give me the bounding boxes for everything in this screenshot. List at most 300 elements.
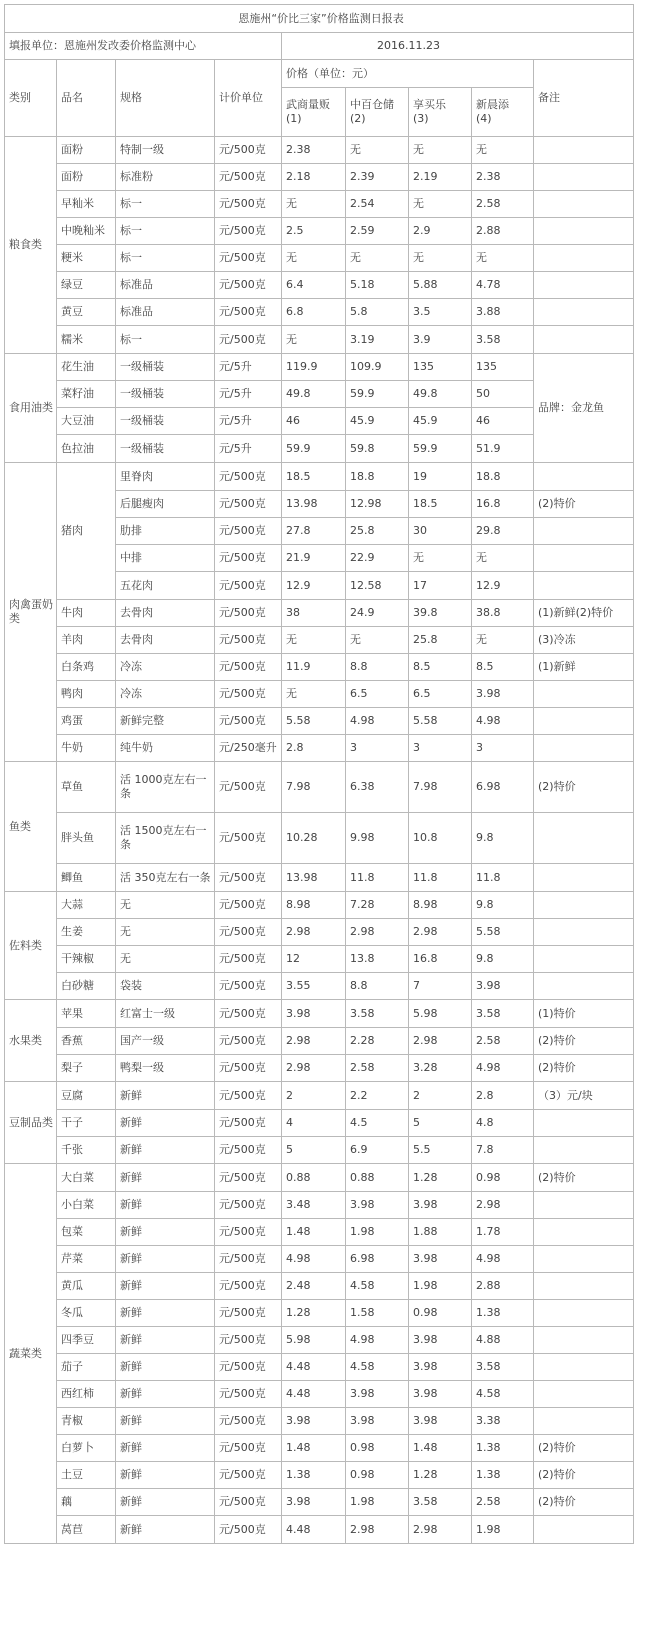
price-store-1: 59.9 bbox=[282, 435, 346, 463]
report-date: 2016.11.23 bbox=[282, 33, 634, 60]
table-row bbox=[5, 654, 634, 681]
product-spec: 国产一级 bbox=[116, 1028, 215, 1055]
product-spec: 标一 bbox=[116, 245, 215, 272]
product-name: 千张 bbox=[57, 1137, 116, 1164]
note-cell bbox=[534, 946, 634, 973]
note-cell bbox=[534, 1273, 634, 1300]
price-unit: 元/500克 bbox=[215, 1219, 282, 1246]
product-spec: 新鲜 bbox=[116, 1273, 215, 1300]
price-unit: 元/500克 bbox=[215, 1300, 282, 1327]
product-spec: 冷冻 bbox=[116, 654, 215, 681]
price-unit: 元/500克 bbox=[215, 1435, 282, 1462]
price-store-4: 51.9 bbox=[472, 435, 534, 463]
product-spec: 新鲜 bbox=[116, 1408, 215, 1435]
product-name: 花生油 bbox=[57, 354, 116, 381]
price-store-2: 0.88 bbox=[346, 1164, 409, 1192]
price-store-1: 2.5 bbox=[282, 218, 346, 245]
price-unit: 元/500克 bbox=[215, 245, 282, 272]
price-store-4: 无 bbox=[472, 627, 534, 654]
price-store-2: 2.28 bbox=[346, 1028, 409, 1055]
price-store-2: 3.58 bbox=[346, 1000, 409, 1028]
price-store-4: 1.78 bbox=[472, 1219, 534, 1246]
note-cell bbox=[534, 973, 634, 1000]
price-store-3: 30 bbox=[409, 518, 472, 545]
note-cell bbox=[534, 218, 634, 245]
price-store-3: 3.28 bbox=[409, 1055, 472, 1082]
price-store-1: 3.98 bbox=[282, 1489, 346, 1516]
note-cell: (2)特价 bbox=[534, 1055, 634, 1082]
price-unit: 元/500克 bbox=[215, 463, 282, 491]
product-name: 土豆 bbox=[57, 1462, 116, 1489]
price-store-2: 7.28 bbox=[346, 892, 409, 919]
note-cell bbox=[534, 572, 634, 600]
note-cell bbox=[534, 1110, 634, 1137]
product-spec: 五花肉 bbox=[116, 572, 215, 600]
table-row bbox=[5, 681, 634, 708]
price-unit: 元/500克 bbox=[215, 1028, 282, 1055]
product-name: 白萝卜 bbox=[57, 1435, 116, 1462]
table-row bbox=[5, 1082, 634, 1110]
table-row bbox=[5, 245, 634, 272]
header-name: 品名 bbox=[57, 60, 116, 137]
price-store-1: 27.8 bbox=[282, 518, 346, 545]
product-spec: 新鲜 bbox=[116, 1381, 215, 1408]
price-unit: 元/500克 bbox=[215, 1408, 282, 1435]
price-store-4: 2.98 bbox=[472, 1192, 534, 1219]
product-spec: 标一 bbox=[116, 326, 215, 354]
price-store-1: 10.28 bbox=[282, 813, 346, 864]
table-row bbox=[5, 1462, 634, 1489]
price-store-2: 2.59 bbox=[346, 218, 409, 245]
note-cell bbox=[534, 919, 634, 946]
price-store-2: 2.58 bbox=[346, 1055, 409, 1082]
product-spec: 新鲜 bbox=[116, 1164, 215, 1192]
price-store-2: 8.8 bbox=[346, 654, 409, 681]
price-store-2: 4.58 bbox=[346, 1354, 409, 1381]
note-cell bbox=[534, 735, 634, 762]
price-store-4: 2.58 bbox=[472, 1028, 534, 1055]
note-cell: (2)特价 bbox=[534, 1028, 634, 1055]
price-store-2: 0.98 bbox=[346, 1462, 409, 1489]
header-store-4 bbox=[472, 88, 534, 137]
product-spec: 无 bbox=[116, 919, 215, 946]
table-row bbox=[5, 892, 634, 919]
product-name: 青椒 bbox=[57, 1408, 116, 1435]
note-cell bbox=[534, 813, 634, 864]
price-unit: 元/500克 bbox=[215, 491, 282, 518]
price-store-4: 无 bbox=[472, 137, 534, 164]
price-store-4: 46 bbox=[472, 408, 534, 435]
table-row bbox=[5, 137, 634, 164]
price-store-1: 4.48 bbox=[282, 1354, 346, 1381]
product-name: 绿豆 bbox=[57, 272, 116, 299]
price-store-2: 4.98 bbox=[346, 1327, 409, 1354]
product-name: 干子 bbox=[57, 1110, 116, 1137]
product-spec: 鸭梨一级 bbox=[116, 1055, 215, 1082]
price-store-4: 1.98 bbox=[472, 1516, 534, 1544]
price-store-4: 135 bbox=[472, 354, 534, 381]
note-cell bbox=[534, 463, 634, 491]
table-row bbox=[5, 600, 634, 627]
note-cell bbox=[534, 272, 634, 299]
product-name: 牛奶 bbox=[57, 735, 116, 762]
price-store-4: 2.58 bbox=[472, 1489, 534, 1516]
product-spec: 无 bbox=[116, 892, 215, 919]
price-store-2: 1.98 bbox=[346, 1489, 409, 1516]
price-store-1: 11.9 bbox=[282, 654, 346, 681]
price-store-1: 0.88 bbox=[282, 1164, 346, 1192]
price-unit: 元/500克 bbox=[215, 1000, 282, 1028]
price-store-3: 5.88 bbox=[409, 272, 472, 299]
price-store-4: 1.38 bbox=[472, 1300, 534, 1327]
price-unit: 元/500克 bbox=[215, 191, 282, 218]
note-cell bbox=[534, 708, 634, 735]
price-store-2: 25.8 bbox=[346, 518, 409, 545]
product-spec: 新鲜 bbox=[116, 1192, 215, 1219]
price-store-1: 无 bbox=[282, 326, 346, 354]
note-cell bbox=[534, 1246, 634, 1273]
product-spec: 新鲜 bbox=[116, 1516, 215, 1544]
category-cell: 水果类 bbox=[5, 1000, 57, 1082]
price-unit: 元/500克 bbox=[215, 299, 282, 326]
product-name: 白砂糖 bbox=[57, 973, 116, 1000]
note-cell bbox=[534, 1219, 634, 1246]
header-price-group: 价格（单位：元） bbox=[282, 60, 534, 88]
product-name: 大蒜 bbox=[57, 892, 116, 919]
price-store-3: 3.98 bbox=[409, 1354, 472, 1381]
price-store-3: 1.98 bbox=[409, 1273, 472, 1300]
table-row bbox=[5, 1354, 634, 1381]
price-store-1: 12 bbox=[282, 946, 346, 973]
store-number: (2) bbox=[350, 112, 366, 125]
price-store-4: 6.98 bbox=[472, 762, 534, 813]
table-row bbox=[5, 627, 634, 654]
price-unit: 元/500克 bbox=[215, 813, 282, 864]
table-row bbox=[5, 762, 634, 813]
product-spec: 活 1500克左右一条 bbox=[116, 813, 215, 864]
price-store-2: 3.98 bbox=[346, 1192, 409, 1219]
note-cell: (3)冷冻 bbox=[534, 627, 634, 654]
price-store-2: 2.2 bbox=[346, 1082, 409, 1110]
price-store-1: 6.8 bbox=[282, 299, 346, 326]
price-store-2: 2.54 bbox=[346, 191, 409, 218]
price-store-4: 9.8 bbox=[472, 892, 534, 919]
price-store-3: 无 bbox=[409, 191, 472, 218]
price-store-1: 7.98 bbox=[282, 762, 346, 813]
store-name: 享买乐 bbox=[413, 98, 446, 111]
header-category: 类别 bbox=[5, 60, 57, 137]
price-store-1: 4.98 bbox=[282, 1246, 346, 1273]
product-spec: 一级桶装 bbox=[116, 435, 215, 463]
price-store-3: 5.98 bbox=[409, 1000, 472, 1028]
price-store-4: 4.78 bbox=[472, 272, 534, 299]
note-cell: (1)特价 bbox=[534, 1000, 634, 1028]
price-store-3: 3.98 bbox=[409, 1327, 472, 1354]
product-spec: 新鲜 bbox=[116, 1435, 215, 1462]
price-store-3: 1.28 bbox=[409, 1164, 472, 1192]
price-store-4: 4.98 bbox=[472, 1246, 534, 1273]
price-unit: 元/500克 bbox=[215, 1055, 282, 1082]
price-store-3: 1.28 bbox=[409, 1462, 472, 1489]
product-spec: 新鲜 bbox=[116, 1327, 215, 1354]
category-cell: 豆制品类 bbox=[5, 1082, 57, 1164]
price-store-2: 12.98 bbox=[346, 491, 409, 518]
product-spec: 后腿瘦肉 bbox=[116, 491, 215, 518]
table-row bbox=[5, 1219, 634, 1246]
product-name: 牛肉 bbox=[57, 600, 116, 627]
table-row bbox=[5, 1028, 634, 1055]
table-row bbox=[5, 1435, 634, 1462]
price-store-1: 1.48 bbox=[282, 1435, 346, 1462]
price-store-1: 2.38 bbox=[282, 137, 346, 164]
product-spec: 新鲜 bbox=[116, 1354, 215, 1381]
price-store-4: 4.98 bbox=[472, 708, 534, 735]
header-note: 备注 bbox=[534, 60, 634, 137]
price-store-4: 38.8 bbox=[472, 600, 534, 627]
price-store-1: 1.28 bbox=[282, 1300, 346, 1327]
product-name: 干辣椒 bbox=[57, 946, 116, 973]
price-store-1: 2.98 bbox=[282, 1055, 346, 1082]
note-cell bbox=[534, 299, 634, 326]
price-store-3: 10.8 bbox=[409, 813, 472, 864]
price-store-4: 2.8 bbox=[472, 1082, 534, 1110]
price-unit: 元/500克 bbox=[215, 1110, 282, 1137]
price-store-2: 6.98 bbox=[346, 1246, 409, 1273]
note-cell: (2)特价 bbox=[534, 1164, 634, 1192]
price-store-4: 3.98 bbox=[472, 681, 534, 708]
price-store-4: 3.58 bbox=[472, 1000, 534, 1028]
price-store-3: 3.98 bbox=[409, 1381, 472, 1408]
price-store-4: 2.88 bbox=[472, 218, 534, 245]
price-store-4: 16.8 bbox=[472, 491, 534, 518]
product-name: 鲫鱼 bbox=[57, 864, 116, 892]
price-store-1: 1.38 bbox=[282, 1462, 346, 1489]
price-store-4: 5.58 bbox=[472, 919, 534, 946]
price-store-4: 4.8 bbox=[472, 1110, 534, 1137]
price-store-3: 45.9 bbox=[409, 408, 472, 435]
price-store-1: 4.48 bbox=[282, 1381, 346, 1408]
product-spec: 新鲜完整 bbox=[116, 708, 215, 735]
price-store-2: 59.9 bbox=[346, 381, 409, 408]
price-unit: 元/500克 bbox=[215, 137, 282, 164]
product-name: 小白菜 bbox=[57, 1192, 116, 1219]
table-row bbox=[5, 1516, 634, 1544]
product-spec: 袋装 bbox=[116, 973, 215, 1000]
price-report-table bbox=[4, 4, 634, 1544]
product-name: 草鱼 bbox=[57, 762, 116, 813]
product-name: 白条鸡 bbox=[57, 654, 116, 681]
table-row bbox=[5, 1164, 634, 1192]
price-store-2: 3.98 bbox=[346, 1408, 409, 1435]
category-cell: 食用油类 bbox=[5, 354, 57, 463]
note-cell: (1)新鲜 bbox=[534, 654, 634, 681]
price-store-4: 12.9 bbox=[472, 572, 534, 600]
price-unit: 元/500克 bbox=[215, 545, 282, 572]
price-store-2: 45.9 bbox=[346, 408, 409, 435]
product-name: 四季豆 bbox=[57, 1327, 116, 1354]
product-name: 香蕉 bbox=[57, 1028, 116, 1055]
product-name: 包菜 bbox=[57, 1219, 116, 1246]
product-spec: 标一 bbox=[116, 218, 215, 245]
product-name: 芹菜 bbox=[57, 1246, 116, 1273]
price-store-4: 7.8 bbox=[472, 1137, 534, 1164]
price-unit: 元/500克 bbox=[215, 946, 282, 973]
table-row bbox=[5, 1273, 634, 1300]
price-store-3: 2.19 bbox=[409, 164, 472, 191]
price-store-3: 5.5 bbox=[409, 1137, 472, 1164]
price-unit: 元/250毫升 bbox=[215, 735, 282, 762]
price-store-1: 4.48 bbox=[282, 1516, 346, 1544]
product-spec: 活 1000克左右一条 bbox=[116, 762, 215, 813]
note-cell bbox=[534, 545, 634, 572]
price-store-1: 2.18 bbox=[282, 164, 346, 191]
product-name: 粳米 bbox=[57, 245, 116, 272]
price-store-4: 1.38 bbox=[472, 1435, 534, 1462]
price-store-3: 3.58 bbox=[409, 1489, 472, 1516]
price-store-4: 18.8 bbox=[472, 463, 534, 491]
price-store-4: 3.38 bbox=[472, 1408, 534, 1435]
price-store-3: 0.98 bbox=[409, 1300, 472, 1327]
price-store-1: 49.8 bbox=[282, 381, 346, 408]
price-store-2: 24.9 bbox=[346, 600, 409, 627]
price-unit: 元/500克 bbox=[215, 326, 282, 354]
price-store-1: 无 bbox=[282, 245, 346, 272]
price-unit: 元/500克 bbox=[215, 654, 282, 681]
price-store-1: 8.98 bbox=[282, 892, 346, 919]
product-name: 菜籽油 bbox=[57, 381, 116, 408]
price-store-3: 7.98 bbox=[409, 762, 472, 813]
note-cell bbox=[534, 1327, 634, 1354]
price-store-1: 18.5 bbox=[282, 463, 346, 491]
price-store-3: 17 bbox=[409, 572, 472, 600]
product-name: 大白菜 bbox=[57, 1164, 116, 1192]
price-store-2: 4.5 bbox=[346, 1110, 409, 1137]
price-store-1: 无 bbox=[282, 191, 346, 218]
price-store-1: 38 bbox=[282, 600, 346, 627]
price-store-3: 5.58 bbox=[409, 708, 472, 735]
price-store-1: 无 bbox=[282, 681, 346, 708]
price-store-3: 3.98 bbox=[409, 1246, 472, 1273]
price-store-3: 2.9 bbox=[409, 218, 472, 245]
note-cell: (2)特价 bbox=[534, 762, 634, 813]
product-name: 面粉 bbox=[57, 137, 116, 164]
price-store-3: 1.88 bbox=[409, 1219, 472, 1246]
price-store-3: 5 bbox=[409, 1110, 472, 1137]
price-store-4: 4.58 bbox=[472, 1381, 534, 1408]
price-store-3: 3.98 bbox=[409, 1192, 472, 1219]
store-name: 新晨添 bbox=[476, 98, 509, 111]
header-spec: 规格 bbox=[116, 60, 215, 137]
price-store-2: 8.8 bbox=[346, 973, 409, 1000]
price-store-4: 8.5 bbox=[472, 654, 534, 681]
price-unit: 元/500克 bbox=[215, 572, 282, 600]
table-row bbox=[5, 813, 634, 864]
table-row bbox=[5, 1192, 634, 1219]
price-store-2: 2.39 bbox=[346, 164, 409, 191]
product-name: 早籼米 bbox=[57, 191, 116, 218]
price-store-2: 无 bbox=[346, 137, 409, 164]
product-name: 中晚籼米 bbox=[57, 218, 116, 245]
product-spec: 标准品 bbox=[116, 272, 215, 299]
price-store-1: 1.48 bbox=[282, 1219, 346, 1246]
note-cell bbox=[534, 191, 634, 218]
price-store-4: 3.58 bbox=[472, 1354, 534, 1381]
price-store-1: 3.98 bbox=[282, 1408, 346, 1435]
price-store-3: 3 bbox=[409, 735, 472, 762]
product-spec: 特制一级 bbox=[116, 137, 215, 164]
price-unit: 元/500克 bbox=[215, 164, 282, 191]
header-store-2 bbox=[346, 88, 409, 137]
price-unit: 元/500克 bbox=[215, 1327, 282, 1354]
price-store-4: 2.58 bbox=[472, 191, 534, 218]
product-spec: 去骨肉 bbox=[116, 627, 215, 654]
price-unit: 元/500克 bbox=[215, 1516, 282, 1544]
product-name: 梨子 bbox=[57, 1055, 116, 1082]
product-spec: 标一 bbox=[116, 191, 215, 218]
price-unit: 元/500克 bbox=[215, 600, 282, 627]
table-row bbox=[5, 919, 634, 946]
category-cell: 肉禽蛋奶类 bbox=[5, 463, 57, 762]
price-store-3: 16.8 bbox=[409, 946, 472, 973]
product-name: 色拉油 bbox=[57, 435, 116, 463]
header-unit: 计价单位 bbox=[215, 60, 282, 137]
price-store-3: 3.9 bbox=[409, 326, 472, 354]
note-cell bbox=[534, 1381, 634, 1408]
price-store-1: 13.98 bbox=[282, 491, 346, 518]
price-store-1: 13.98 bbox=[282, 864, 346, 892]
price-unit: 元/500克 bbox=[215, 708, 282, 735]
price-store-1: 3.98 bbox=[282, 1000, 346, 1028]
price-store-3: 59.9 bbox=[409, 435, 472, 463]
price-store-2: 6.38 bbox=[346, 762, 409, 813]
table-row bbox=[5, 1489, 634, 1516]
price-unit: 元/5升 bbox=[215, 354, 282, 381]
price-unit: 元/500克 bbox=[215, 1192, 282, 1219]
price-store-1: 2.8 bbox=[282, 735, 346, 762]
price-store-1: 4 bbox=[282, 1110, 346, 1137]
price-store-2: 9.98 bbox=[346, 813, 409, 864]
price-store-2: 3.98 bbox=[346, 1381, 409, 1408]
price-unit: 元/500克 bbox=[215, 1246, 282, 1273]
price-store-4: 3.88 bbox=[472, 299, 534, 326]
price-store-2: 18.8 bbox=[346, 463, 409, 491]
price-store-3: 2.98 bbox=[409, 1028, 472, 1055]
product-spec: 冷冻 bbox=[116, 681, 215, 708]
price-store-4: 2.38 bbox=[472, 164, 534, 191]
price-unit: 元/5升 bbox=[215, 408, 282, 435]
product-spec: 去骨肉 bbox=[116, 600, 215, 627]
price-store-2: 6.5 bbox=[346, 681, 409, 708]
note-cell bbox=[534, 1137, 634, 1164]
note-cell: (2)特价 bbox=[534, 1489, 634, 1516]
table-row bbox=[5, 463, 634, 491]
product-name: 猪肉 bbox=[57, 463, 116, 600]
price-store-3: 7 bbox=[409, 973, 472, 1000]
table-row bbox=[5, 1000, 634, 1028]
price-store-4: 4.98 bbox=[472, 1055, 534, 1082]
note-cell bbox=[534, 864, 634, 892]
price-unit: 元/500克 bbox=[215, 1489, 282, 1516]
price-store-2: 11.8 bbox=[346, 864, 409, 892]
product-spec: 标准品 bbox=[116, 299, 215, 326]
price-store-1: 2.98 bbox=[282, 919, 346, 946]
price-unit: 元/500克 bbox=[215, 1462, 282, 1489]
price-store-3: 无 bbox=[409, 545, 472, 572]
product-name: 茄子 bbox=[57, 1354, 116, 1381]
product-spec: 一级桶装 bbox=[116, 381, 215, 408]
category-cell: 粮食类 bbox=[5, 137, 57, 354]
price-store-1: 2.48 bbox=[282, 1273, 346, 1300]
